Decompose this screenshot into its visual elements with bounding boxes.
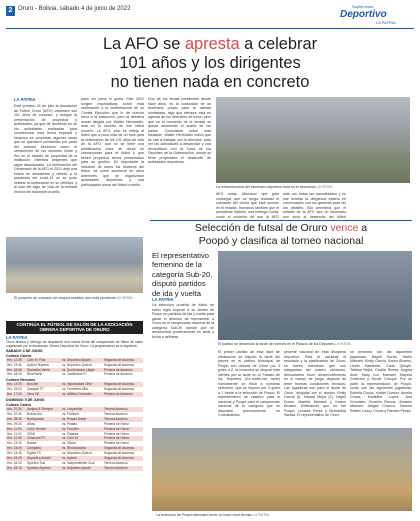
table-cell: Hrs. 07:30	[7, 411, 22, 416]
table-cell: Amigos 8 Siempre	[27, 407, 54, 412]
caption-credit: LA PATRIA	[253, 513, 270, 517]
photo-caption-match	[156, 513, 412, 517]
table-cell: Segunda de Ascenso	[104, 451, 135, 456]
table-cell: Tercera Ascenso	[104, 460, 128, 465]
table-cell: vs.	[62, 407, 67, 412]
caption-credit: LA PATRIA	[334, 342, 351, 346]
caption-text: La infraestructura del escenario deportivo está en el abandono	[216, 185, 316, 189]
table-cell: Cam 10 Plus	[27, 357, 46, 362]
stadium-photo	[216, 97, 410, 183]
table-cell: Hrs. 18:15	[7, 465, 22, 470]
table-cell: Colaones FC	[27, 436, 46, 441]
table-cell: Hrs. 16:45	[7, 367, 22, 372]
table-cell: Tercera Ascenso	[104, 411, 128, 416]
table-cell: Segunda de Ascenso	[104, 446, 135, 451]
page-header	[0, 0, 420, 30]
table-cell: Deportivo Aviwiri	[27, 455, 51, 460]
table-cell: Frontsur	[67, 411, 79, 416]
headline-line-2: 101 años y los dirigentes	[119, 54, 301, 72]
caption-text: El proyecto de colocado de césped sintético aún está pendiente	[14, 296, 116, 300]
table-cell: Importadora Ortiz	[67, 382, 92, 387]
table-cell: Egobe FC	[27, 451, 42, 456]
table-cell: Hrs. 07:30	[7, 407, 22, 412]
table-cell: Lexpecidia	[67, 407, 83, 412]
table-cell: Palaces	[67, 431, 79, 436]
table-row	[6, 466, 143, 471]
table-cell: Hrs. 13:15	[7, 441, 22, 446]
table-cell: Hrs. 12:35	[7, 357, 22, 362]
table-cell: Segunda de Ascenso	[104, 362, 135, 367]
table-cell: Hrs. 09:30	[7, 421, 22, 426]
table-cell: vs.	[62, 372, 67, 377]
futsal-column-2: El primer partido de esta llave de eliminación se disputó la tarde del jueves en el coliseo Municipal de Poopó con victoria de Oruro por 3 goles a 2, la revancha se disputó este viernes por la tarde en el Palacio de los Deportes (Ex-mafio-ore sede) nuevamente se tituló a nuestras selección, que se impuso por 3 goles a 1 frente a la selección de Poopó. El representativo se clasificó para el nacional y Poopó para el campeonato nacional de la categoría que se disputará próximamente en Cochabamba.	[218, 350, 280, 417]
table-cell: Segunda de Ascenso	[104, 357, 135, 362]
table-cell: vs.	[62, 357, 67, 362]
table-cell: Ayaviri Tepoma	[27, 362, 49, 367]
table-cell: Bardoi	[27, 441, 37, 446]
table-cell: Carapari FT	[27, 387, 45, 392]
table-cell: vs.	[62, 392, 67, 397]
table-cell: Deportivo Quirroz	[67, 362, 92, 367]
caption-text: El partido se desarrolló la tarde del viernes en el Palacio de los Deportes	[218, 342, 334, 346]
brand-logo: Deportivo	[340, 9, 387, 20]
table-cell: Renovadoras	[67, 446, 86, 451]
table-cell: vs.	[62, 465, 67, 470]
table-cell: Segunda de Ascenso	[104, 455, 135, 460]
table-cell: Hrs. 17:00	[7, 392, 22, 397]
table-cell: Primera de Honor	[104, 426, 130, 431]
table-cell: Hrs. 18:15	[7, 372, 22, 377]
article-column-2: pasó sin pena ni gloria. Este 2022 surgen expectativas sobre esta celebración y la conformación de un Comité Ejecutivo que le dé nuevos bríos a la institución, pero la directiva actual dirigida por Walter Hermosillo, está en lo nuestro de ese fútbol orureño. La AFO, sólo se refleja al fútbol que a poco más de un mes para la celebración de los 101 años de vida de la AFO, aún no se tiene una planificación clara de obras se conmemoran para el fútbol y que tienen proyectos serios presentados para su gestión. Es importante la inclusión de todos los sectores del fútbol, tal como aconteció en años anteriores que se organizaron actividades deportivas y una participación plena del fútbol orureño.	[81, 97, 144, 187]
caption-text: La selección de Poopó demostró tener un buen nivel técnico	[156, 513, 253, 517]
table-cell: Hrs. 16:15	[7, 455, 22, 460]
headline-highlight: vence	[330, 222, 359, 234]
fixture-box	[6, 321, 143, 471]
table-row	[6, 372, 143, 377]
table-cell: Hrs. 08:30	[7, 416, 22, 421]
fixture-days	[6, 349, 143, 471]
table-cell: vs.	[62, 382, 67, 387]
table-cell: vs.	[62, 436, 67, 441]
headline-part: Selección de futsal de Oruro	[194, 222, 331, 234]
table-cell: vs.	[62, 446, 67, 451]
table-cell: Borbonistas	[27, 416, 44, 421]
table-cell: Ferreteria Villa	[67, 387, 88, 392]
table-cell: Hrs. 12:35	[7, 436, 22, 441]
table-cell: Sportivo Sud	[27, 460, 46, 465]
futsal-kicker: LA PATRIA	[152, 297, 174, 302]
table-cell: Atlético Gonzales	[67, 392, 92, 397]
article-column-3: Uno de los temas pendientes desde hace años, es la conclusión de un escenario propio para la calidad contratada, algo que siempre está en agenda de los directivos de turno, pero que en el momento de la verdad se queda durmiendo el sueño de los justos. Consultado sobre esta situación, Walter Hermosillo indicó que se van a trabajar con la directiva, para ver las actividades a desarrollar y una recopilación con la Casa de los Deportes de la Gobernación, donde se tiene proyectado el desarrollo de actividades deportivas.	[148, 97, 211, 164]
table-cell: Primera de Ascenso	[104, 392, 133, 397]
table-cell: Primera de Honor	[104, 421, 130, 426]
table-cell: vs.	[62, 411, 67, 416]
table-cell: vs.	[62, 426, 67, 431]
table-cell: Piratas	[67, 421, 77, 426]
table-cell: Deportivo Ayaviri	[67, 357, 91, 362]
headline-line-3: no tienen nada en concreto	[110, 73, 310, 91]
table-cell: Tercera Ascenso	[104, 465, 128, 470]
table-cell: vs.	[62, 367, 67, 372]
stands-photo	[6, 237, 143, 293]
futsal-headline	[150, 222, 412, 247]
table-cell: Hrs. 11:00	[7, 426, 22, 431]
table-cell: Primera de Honor	[104, 441, 130, 446]
futsal-headline-line-2: Poopó y clasifica al torneo nacional	[198, 234, 364, 247]
table-cell: Hrs. 14:45	[7, 446, 22, 451]
fixture-kicker: LA PATRIA	[6, 334, 28, 340]
table-cell: Primera de Honor	[104, 431, 130, 436]
table-cell: Deportivo Ayaviri	[67, 465, 91, 470]
headline-part: a	[358, 222, 368, 234]
fixture-court: Coliseo Calero	[6, 403, 32, 408]
brand-supplement: Suplemento	[352, 4, 374, 9]
futsal-headline-line-1	[150, 222, 412, 235]
table-cell: vs.	[62, 455, 67, 460]
table-cell: Tercera Ascenso	[104, 416, 128, 421]
table-cell: Campaña	[27, 446, 41, 451]
fixture-intro: Cinco añadía y dimingo se disputarán una nueva fecha del campeonato de fútbol de salón organizado por la Asociación Obrera Deportiva de Oruro. La programación es la siguiente:	[6, 339, 143, 348]
futsal-subtitle: El representativo femenino de la categoría Sub-20, disputó partidos de ida y vuelta	[152, 251, 213, 298]
table-cell: vs.	[62, 451, 67, 456]
table-cell: Cam 10	[67, 436, 79, 441]
headline-line-1	[20, 35, 400, 54]
table-cell: vs.	[62, 441, 67, 446]
fixture-day-header: SÁBADO 4 DE JUNIO	[6, 348, 43, 353]
table-cell: Zambrana FC	[67, 372, 87, 377]
futsal-column-3: pesente nacional de esta disciplina deportiva. Para el nacional el resultado y la clasificación de Oruro, se hacen miembros que son integrantes del cuadro victorioso, demostraron buen desenvolvimiento en el campo de juego, dejando de tener buenas condiciones técnicas. Las jugadoras son para el titular de Oruro, dirigidas por el técnico Emily Garcia (f), Tatiana Mejía (2), Nayeli Durán, Mariela Mamani y Karem Álvarez. Defensores que no fue Poopó, Lenalva Perez y Bernardita Sandia. El representativo de Oruro	[284, 350, 346, 417]
table-cell: Tercera Ascenso	[104, 407, 128, 412]
futsal-column-1: La selección orureña de fútbol de salón logró superar a su similar de Poopó en partidos de ida y vuelta para ganar el derecho de representar a Oruro en el campeonato nacional de la categoría Sub-20 damas que se desarrollará próximamente en sede y fecha a definirse.	[152, 303, 214, 339]
table-cell: CEMI	[27, 431, 35, 436]
table-cell: Deportivo Verrin	[27, 367, 50, 372]
table-cell: Hrs. 11:20	[7, 431, 22, 436]
table-cell: Deportivo Quirroz	[67, 451, 92, 456]
table-cell: Cobo Yerraet	[27, 426, 46, 431]
main-headline	[20, 35, 400, 92]
page-number: 2	[6, 6, 15, 16]
table-cell: Pumas Garat	[67, 416, 86, 421]
headline-part: La AFO se	[102, 35, 185, 53]
headline-highlight: apresta	[184, 35, 240, 53]
brand-newspaper: LA PATRIA	[376, 20, 396, 25]
match-photo	[152, 428, 412, 511]
table-cell: Real Norte	[27, 372, 43, 377]
header-rule	[6, 28, 414, 29]
table-cell: vs.	[62, 460, 67, 465]
table-cell: Primera de Ascenso	[104, 367, 133, 372]
table-cell: Hrs. 13:45	[7, 362, 22, 367]
table-cell: vs.	[62, 416, 67, 421]
table-row	[6, 392, 143, 397]
table-cell: Segunda de Ascenso	[104, 387, 135, 392]
table-cell: Hrs. 13:00	[7, 382, 22, 387]
futsal-column-4: se presentó con las siguientes jugadoras: Nayeli Durán, Harlin Mamani, Emily García, Karen Álvarez, Liseth Saavedra, Carla Quispe, Tatiana Mejía, Cecilia Rivera, Angela Arce, Mary Luz Mamani, Mayara Gutierrez y Nicole Choque. Por su parte la representación de Poopó, contó con las siguientes jugadoras: Estrella Choca, Yovitel Chavez, Amelia Choca, Madeline López, Ana Gonzáles, Jhoselin Ramos, Jhoselin Mamani, Abigail Chacón, Daniela Rafael, Leacy Chuca y Pamela Pinola.	[350, 350, 412, 413]
caption-credit: LA PATRIA	[316, 185, 333, 189]
table-cell: vs.	[62, 362, 67, 367]
table-cell: Sportivo Ayavirio	[27, 465, 51, 470]
table-cell: Bolivia Sur	[27, 411, 43, 416]
table-cell: Ayaviri	[67, 455, 77, 460]
fixture-title: CONTINÚA EL FÚTBOL DE SALÓN DE LA ASOCIACIÓN OBRERA DEPORTIVA DE ORURO	[6, 321, 143, 334]
caption-credit: LA PATRIA	[116, 296, 133, 300]
article-column-4: AFO notas. Afirmaron que para conseguir que se tenga realidad el cobrando del olvido que está sumido en el estadio. Humanos también que el presidente Saleem, una entrega Conta, contó el proyecto de que la AFO	[216, 192, 279, 218]
team-photo	[218, 251, 412, 340]
fixture-day-header: DOMINGO 5 DE JUNIO	[6, 398, 45, 403]
table-cell: Olivos	[67, 441, 76, 446]
article-column-1: Este próximo 21 de julio la Asociación de Fútbol Oruro (AFO) celebrará sus 101 años de creación, y aunque la presentación de proyectos y actividades, ya que de momento no se vio actividades realizadas para conmemorar esta fecha especial y tampoco se proyectan algunas obras que se quedaron pendientes por parte del anterior directorio como el cerramiento de los sectores Norte y Sur en el estadio de propiedad de la institución, mientras dirigentes que sigue abandonado. La celebración del Centenario de la AFO el 2021 dejó una estela de sinsabores y debido a la pandemia del covid-19 no se pudo realizar la celebración en su plenitud, y al solo del siglo de vida de la entidad rectora del balompié orureño	[14, 104, 77, 194]
table-cell: Hrs. 15:00	[7, 387, 22, 392]
table-cell: Primera de Ascenso	[104, 372, 133, 377]
table-cell: vs.	[62, 387, 67, 392]
section-rule	[150, 220, 412, 221]
table-cell: Primera de Honor	[104, 436, 130, 441]
table-cell: vs.	[62, 421, 67, 426]
photo-caption-stands	[14, 296, 143, 300]
photo-caption-stadium	[216, 185, 410, 189]
table-cell: Segunda de Ascenso	[104, 382, 135, 387]
article-column-5: ante con todas las comodidades y en ese sentido la dirigencia estaría en conversación con los gestoras para ver los detalles. Ello permitiría que el estadio de la AFO sea un escenario que sirva al desarrollo del fútbol	[283, 192, 346, 218]
table-cell: Albas	[27, 421, 35, 426]
fixture-court: Coliseo Calero	[6, 353, 32, 358]
table-cell: Sud Inversor Llayal	[67, 367, 95, 372]
article-kicker: LA PATRIA	[14, 97, 36, 102]
table-cell: Hrs. 14:45	[7, 451, 22, 456]
photo-caption-team	[218, 342, 412, 346]
table-cell: Hrs. 16:15	[7, 460, 22, 465]
table-cell: Bun-ber	[27, 382, 39, 387]
table-cell: Fun-Mel	[67, 426, 79, 431]
table-cell: Oruo Oil	[27, 392, 39, 397]
table-cell: vs.	[62, 431, 67, 436]
table-cell: Independiente Club	[67, 460, 95, 465]
dateline: Oruro - Bolivia, sábado 4 de junio de 2022	[18, 6, 131, 12]
headline-part: a celebrar	[239, 35, 318, 53]
fixture-court: Coliseo Hércules	[6, 378, 36, 383]
